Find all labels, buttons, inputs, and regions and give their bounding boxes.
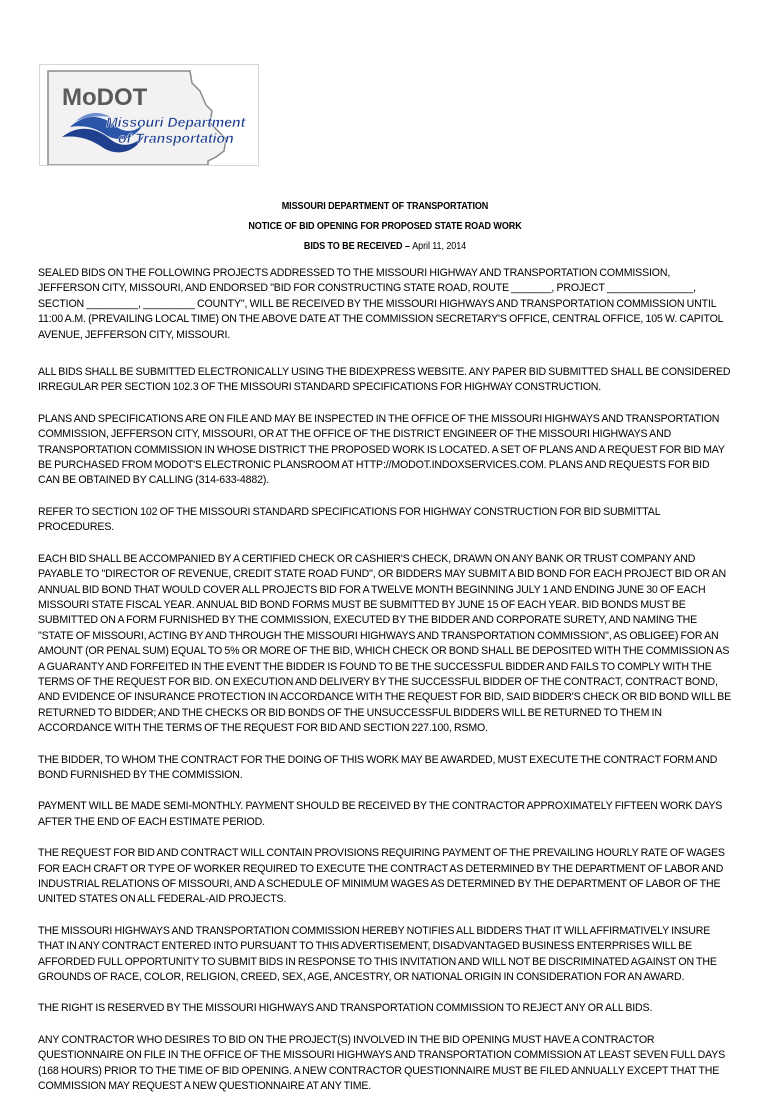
page-title: MISSOURI DEPARTMENT OF TRANSPORTATION [281, 200, 489, 212]
paragraph-bid-guaranty: EACH BID SHALL BE ACCOMPANIED BY A CERTIFIED CHECK OR CASHIER'S CHECK, DRAWN ON ANY BANK OR TRUST COMPANY AND PAYABLE TO "DIRECTOR OF REVENUE, CREDIT STATE ROAD FUND", OR BIDDERS MAY SUBMIT A BID BOND FOR EACH PROJECT BID OR AN ANNUAL BID BOND THAT WOULD COVER ALL PROJECTS BID FOR A TWELVE MONTH BEGINNING JULY 1 AND ENDING JUNE 30 OF EACH MISSOURI STATE FISCAL YEAR. ANNUAL BID BOND FORMS MUST BE SUBMITTED BY JUNE 15 OF EACH YEAR. BID BONDS MUST BE SUBMITTED ON A FORM FURNISHED BY THE COMMISSION, EXECUTED BY THE BIDDER AND CORPORATE SURETY, AND NAMING THE "STATE OF MISSOURI, ACTING BY AND THROUGH THE MISSOURI HIGHWAYS AND TRANSPORTATION COMMISSION", AS OBLIGEE) FOR AN AMOUNT (OR PENAL SUM) EQUAL TO 5% OR MORE OF THE BID, WHICH CHECK OR BOND SHALL BE DEPOSITED WITH THE COMMISSION AS A GUARANTY AND FORFEITED IN THE EVENT THE BIDDER IS FOUND TO BE THE SUCCESSFUL BIDDER AND FAILS TO COMPLY WITH THE TERMS OF THE REQUEST FOR BID. ON EXECUTION AND DELIVERY BY THE SUCCESSFUL BIDDER OF THE CONTRACT, CONTRACT BOND, AND EVIDENCE OF INSURANCE PROTECTION IN ACCORDANCE WITH THE REQUEST FOR BID, SAID BIDDER'S CHECK OR BID BOND WILL BE RETURNED TO BIDDER; AND THE CHECKS OR BID BONDS OF THE UNSUCCESSFUL BIDDERS WILL BE RETURNED TO THEM IN ACCORDANCE WITH THE TERMS OF THE REQUEST FOR BID AND SECTION 227.100, RSMO. [38, 552, 732, 735]
modot-logo [39, 64, 259, 166]
paragraph-right-reserved: THE RIGHT IS RESERVED BY THE MISSOURI HIGHWAYS AND TRANSPORTATION COMMISSION TO REJECT ANY OR ALL BIDS. [38, 1002, 653, 1015]
paragraph-wages: THE REQUEST FOR BID AND CONTRACT WILL CONTAIN PROVISIONS REQUIRING PAYMENT OF THE PREVAILING HOURLY RATE OF WAGES FOR EACH CRAFT OR TYPE OF WORKER REQUIRED TO EXECUTE THE CONTRACT AS DETERMINED BY THE DEPARTMENT OF LABOR AND INDUSTRIAL RELATIONS OF MISSOURI, AND A SCHEDULE OF MINIMUM WAGES AS DETERMINED BY THE DEPARTMENT OF LABOR OF THE UNITED STATES ON ALL FEDERAL-AID PROJECTS. [38, 847, 725, 906]
paragraph-contractor-questionnaire: ANY CONTRACTOR WHO DESIRES TO BID ON THE PROJECT(S) INVOLVED IN THE BID OPENING MUST HAVE A CONTRACTOR QUESTIONNAIRE ON FILE IN THE OFFICE OF THE MISSOURI HIGHWAYS AND TRANSPORTATION COMMISSION AT LEAST SEVEN FULL DAYS (168 HOURS) PRIOR TO THE TIME OF BID OPENING. A NEW CONTRACTOR QUESTIONNAIRE MUST BE FILED ANNUALLY EXCEPT THAT THE COMMISSION MAY REQUEST A NEW QUESTIONNAIRE AT ANY TIME. [38, 1033, 726, 1093]
notice-heading [0, 196, 770, 256]
page-subtitle: NOTICE OF BID OPENING FOR PROPOSED STATE ROAD WORK [248, 220, 522, 232]
missouri-state-outline-icon [40, 65, 258, 165]
paragraph-payment: PAYMENT WILL BE MADE SEMI-MONTHLY. PAYMENT SHOULD BE RECEIVED BY THE CONTRACTOR APPROXIMATELY FIFTEEN WORK DAYS AFTER THE END OF EACH ESTIMATE PERIOD. [38, 800, 723, 828]
logo-brand-text: MoDOT [62, 84, 148, 111]
bids-label: BIDS TO BE RECEIVED – [303, 240, 410, 252]
bids-date: April 11, 2014 [412, 240, 467, 252]
paragraph-plans-specifications: PLANS AND SPECIFICATIONS ARE ON FILE AND MAY BE INSPECTED IN THE OFFICE OF THE MISSOURI HIGHWAYS AND TRANSPORTATION COMMISSION, JEFFERSON CITY, MISSOURI, OR AT THE OFFICE OF THE DISTRICT ENGINEER OF THE MISSOURI HIGHWAYS AND TRANSPORTATION COMMISSION IN WHOSE DISTRICT THE PROPOSED WORK IS LOCATED. A SET OF PLANS AND A REQUEST FOR BID MAY BE PURCHASED FROM MODOT'S ELECTRONIC PLANSROOM AT HTTP://MODOT.INDOXSERVICES.COM. PLANS AND REQUESTS FOR BID CAN BE OBTAINED BY CALLING (314-633-4882). [38, 412, 725, 487]
paragraph-execute-contract: THE BIDDER, TO WHOM THE CONTRACT FOR THE DOING OF THIS WORK MAY BE AWARDED, MUST EXECUTE THE CONTRACT FORM AND BOND FURNISHED BY THE COMMISSION. [38, 753, 718, 781]
logo-line2: of Transportation [118, 130, 234, 146]
notice-body [38, 266, 732, 1110]
paragraph-dbe-notice: THE MISSOURI HIGHWAYS AND TRANSPORTATION COMMISSION HEREBY NOTIFIES ALL BIDDERS THAT IT WILL AFFIRMATIVELY INSURE THAT IN ANY CONTRACT ENTERED INTO PURSUANT TO THIS ADVERTISEMENT, DISADVANTAGED BUSINESS ENTERPRISES WILL BE AFFORDED FULL OPPORTUNITY TO SUBMIT BIDS IN RESPONSE TO THIS INVITATION AND WILL NOT BE DISCRIMINATED AGAINST ON THE GROUNDS OF RACE, COLOR, RELIGION, CREED, SEX, AGE, ANCESTRY, OR NATIONAL ORIGIN IN CONSIDERATION FOR AN AWARD. [38, 924, 717, 984]
bids-received-line [54, 236, 716, 256]
paragraph-electronic-submission: ALL BIDS SHALL BE SUBMITTED ELECTRONICALLY USING THE BIDEXPRESS WEBSITE. ANY PAPER BID SUBMITTED SHALL BE CONSIDERED IRREGULAR PER SECTION 102.3 OF THE MISSOURI STANDARD SPECIFICATIONS FOR HIGHWAY CONSTRUCTION. [38, 366, 731, 394]
paragraph-refer-section: REFER TO SECTION 102 OF THE MISSOURI STANDARD SPECIFICATIONS FOR HIGHWAY CONSTRUCTION FOR BID SUBMITTAL PROCEDURES. [38, 505, 661, 534]
logo-line1: Missouri Department [106, 114, 246, 130]
paragraph-sealed-bids: SEALED BIDS ON THE FOLLOWING PROJECTS ADDRESSED TO THE MISSOURI HIGHWAY AND TRANSPORTATION COMMISSION, JEFFERSON CITY, MISSOURI, AND ENDORSED "BID FOR CONSTRUCTING STATE ROAD, ROUTE _______, PROJECT _______________, SECTION _________, _________ COUNTY", WILL BE RECEIVED BY THE MISSOURI HIGHWAYS AND TRANSPORTATION COMMISSION UNTIL 11:00 A.M. (PREVAILING LOCAL TIME) ON THE ABOVE DATE AT THE COMMISSION SECRETARY'S OFFICE, CENTRAL OFFICE, 105 W. CAPITOL AVENUE, JEFFERSON CITY, MISSOURI. [38, 267, 724, 341]
